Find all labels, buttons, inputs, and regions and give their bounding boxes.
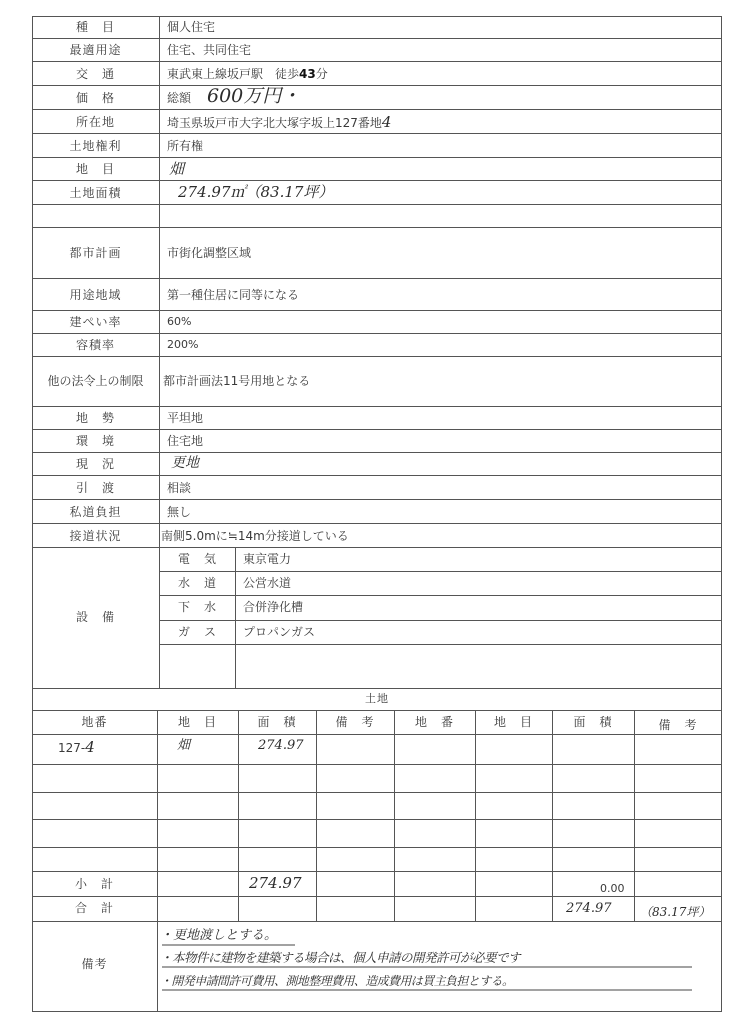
facility-name-sewage: 下 水 (177, 600, 217, 614)
facility-value-water: 公営水道 (243, 576, 292, 590)
value-land-category: 畑 (169, 160, 185, 178)
property-sheet (32, 16, 722, 1012)
label-type: 種 目 (75, 20, 115, 34)
value-price-prefix: 総額 (167, 91, 192, 105)
label-facilities: 設 備 (75, 610, 115, 624)
land-header-menseki-2: 面 積 (573, 715, 613, 729)
land-row-chiban (58, 740, 95, 755)
value-current-status: 更地 (171, 455, 199, 471)
total-value: 274.97 (566, 901, 612, 916)
label-coverage-ratio: 建ぺい率 (69, 315, 122, 329)
walk-minutes: 43 (299, 67, 316, 81)
facility-value-gas: プロパンガス (243, 625, 316, 639)
subtotal-label: 小 計 (74, 877, 114, 891)
label-land-rights: 土地権利 (69, 139, 122, 153)
value-city-planning: 市街化調整区域 (167, 246, 252, 260)
label-price: 価 格 (75, 91, 115, 105)
land-chiban-prefix: 127- (58, 741, 86, 755)
label-environment: 環 境 (75, 434, 115, 448)
label-other-restrictions: 他の法令上の制限 (47, 374, 144, 388)
value-terrain: 平坦地 (167, 411, 204, 425)
value-handover: 相談 (167, 481, 192, 495)
land-section-title: 土地 (365, 692, 389, 705)
land-chiban-handwritten: 4 (85, 738, 95, 756)
land-header-chimoku-2: 地 目 (493, 715, 533, 729)
remark-line-3: ・開発申請間許可費用、測地整理費用、造成費用は買主負担とする。 (160, 974, 514, 988)
walk-minutes-unit: 分 (315, 67, 328, 81)
value-type: 個人住宅 (167, 20, 216, 34)
value-price-handwritten: 600万円・ (207, 85, 301, 107)
land-header-biko-2: 備 考 (658, 718, 698, 732)
label-transport: 交 通 (75, 67, 115, 81)
value-other-restrictions: 都市計画法11号用地となる (163, 374, 311, 388)
label-land-area: 土地面積 (69, 186, 122, 200)
value-best-use: 住宅、共同住宅 (167, 43, 252, 57)
land-row-menseki: 274.97 (258, 738, 304, 753)
label-zoning: 用途地域 (69, 288, 122, 302)
value-private-road: 無し (167, 505, 192, 519)
total-tsubo: （83.17坪） (640, 905, 711, 919)
land-header-chiban-2: 地 番 (414, 715, 454, 729)
label-land-category: 地 目 (75, 162, 115, 176)
value-zoning: 第一種住居に同等になる (167, 288, 300, 302)
subtotal-left-value: 274.97 (249, 874, 302, 892)
label-private-road: 私道負担 (69, 505, 122, 519)
value-road-access: 南側5.0mに≒14m分接道している (161, 529, 349, 543)
remark-line-2: ・本物件に建物を建築する場合は、個人申請の開発許可が必要です (160, 950, 521, 965)
facility-name-electricity: 電 気 (177, 552, 217, 566)
label-location: 所在地 (75, 115, 115, 129)
label-city-planning: 都市計画 (69, 246, 122, 260)
location-lot-handwritten: 4 (381, 113, 392, 131)
remark-line-1: ・更地渡しとする。 (160, 928, 278, 943)
facility-value-electricity: 東京電力 (243, 552, 292, 566)
subtotal-right-value: 0.00 (600, 882, 625, 895)
value-land-rights: 所有権 (167, 139, 204, 153)
facility-name-water: 水 道 (177, 576, 217, 590)
land-header-biko-1: 備 考 (335, 715, 375, 729)
land-header-menseki-1: 面 積 (257, 715, 297, 729)
label-best-use: 最適用途 (69, 43, 122, 57)
total-label: 合 計 (74, 901, 114, 915)
facility-value-sewage: 合併浄化槽 (243, 600, 304, 614)
remarks-label: 備考 (81, 957, 108, 971)
value-coverage-ratio: 60% (167, 315, 192, 328)
label-road-access: 接道状況 (69, 529, 122, 543)
value-transport (167, 67, 328, 81)
value-location (167, 115, 391, 130)
land-row-chimoku: 畑 (177, 738, 191, 753)
value-floor-area-ratio: 200% (167, 338, 199, 351)
value-environment: 住宅地 (167, 434, 204, 448)
location-address: 埼玉県坂戸市大字北大塚字坂上127番地 (167, 116, 382, 130)
land-header-chiban-1: 地番 (81, 715, 108, 729)
facility-name-gas: ガ ス (177, 625, 217, 639)
label-current-status: 現 況 (75, 457, 115, 471)
label-floor-area-ratio: 容積率 (75, 338, 115, 352)
label-terrain: 地 勢 (75, 411, 115, 425)
label-handover: 引 渡 (75, 481, 115, 495)
transport-route: 東武東上線坂戸駅 徒歩 (167, 67, 300, 81)
value-land-area: 274.97㎡（83.17坪） (178, 183, 334, 201)
land-header-chimoku-1: 地 目 (177, 715, 217, 729)
